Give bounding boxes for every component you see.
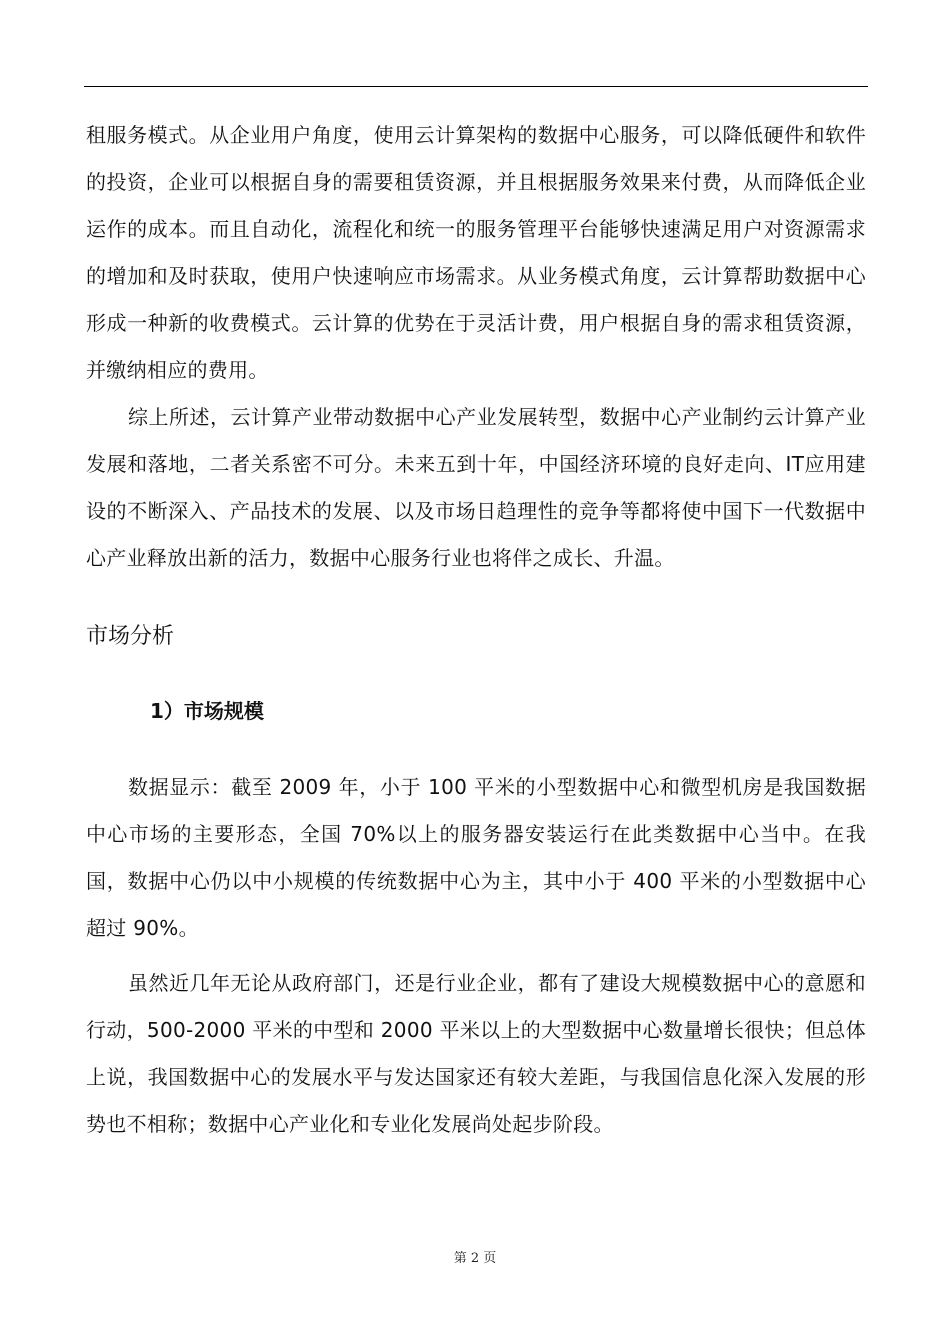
header-rule	[84, 86, 868, 87]
paragraph-market-development: 虽然近几年无论从政府部门，还是行业企业，都有了建设大规模数据中心的意愿和行动，500-2000 平米的中型和 2000 平米以上的大型数据中心数量增长很快；但总体上说，我国数据中心的发展水平与发达国家还有较大差距，与我国信息化深入发展的形势也不相称；数据中心产业化和专业化发展尚处起步阶段。	[86, 971, 866, 1136]
paragraph-summary: 综上所述，云计算产业带动数据中心产业发展转型，数据中心产业制约云计算产业发展和落地，二者关系密不可分。未来五到十年，中国经济环境的良好走向、IT应用建设的不断深入、产品技术的发展、以及市场日趋理性的竞争等都将使中国下一代数据中心产业释放出新的活力，数据中心服务行业也将伴之成长、升温。	[86, 405, 866, 570]
paragraph-continuation: 租服务模式。从企业用户角度，使用云计算架构的数据中心服务，可以降低硬件和软件的投资，企业可以根据自身的需要租赁资源，并且根据服务效果来付费，从而降低企业运作的成本。而且自动化，流程化和统一的服务管理平台能够快速满足用户对资源需求的增加和及时获取，使用户快速响应市场需求。从业务模式角度，云计算帮助数据中心形成一种新的收费模式。云计算的优势在于灵活计费，用户根据自身的需求租赁资源，并缴纳相应的费用。	[86, 123, 866, 382]
page-content	[86, 112, 866, 1148]
section-heading: 市场分析	[86, 624, 175, 649]
sub-heading: 1）市场规模	[150, 699, 264, 723]
page-number: 第 2 页	[453, 1251, 497, 1266]
paragraph-market-data: 数据显示：截至 2009 年，小于 100 平米的小型数据中心和微型机房是我国数据中心市场的主要形态，全国 70%以上的服务器安装运行在此类数据中心当中。在我国，数据中心仍以中小规模的传统数据中心为主，其中小于 400 平米的小型数据中心超过 90%。	[86, 775, 866, 940]
